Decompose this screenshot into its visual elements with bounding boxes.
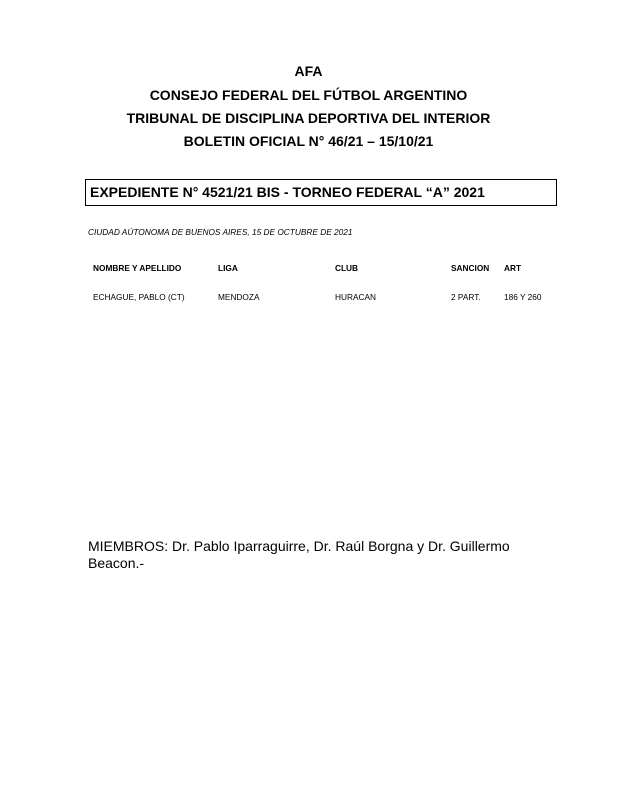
table-cell-sancion: 2 PART. xyxy=(451,292,481,302)
table-header-sancion: SANCION xyxy=(451,263,490,273)
header-bulletin: BOLETIN OFICIAL N° 46/21 – 15/10/21 xyxy=(183,133,434,149)
table-header-art: ART xyxy=(504,263,522,273)
header-org: AFA xyxy=(294,63,323,79)
table-cell-art: 186 Y 260 xyxy=(504,292,542,302)
header-tribunal: TRIBUNAL DE DISCIPLINA DEPORTIVA DEL INTERIOR xyxy=(126,110,491,126)
table-header-club: CLUB xyxy=(335,263,359,273)
table-cell-club: HURACAN xyxy=(335,292,377,302)
header-council: CONSEJO FEDERAL DEL FÚTBOL ARGENTINO xyxy=(149,87,468,103)
table-cell-name: ECHAGUE, PABLO (CT) xyxy=(93,292,185,302)
table-header-liga: LIGA xyxy=(218,263,238,273)
expediente-title: EXPEDIENTE N° 4521/21 BIS - TORNEO FEDERAL “A” 2021 xyxy=(90,184,485,200)
expediente-box xyxy=(85,179,557,206)
table-cell-liga: MENDOZA xyxy=(218,292,260,302)
members-paragraph: MIEMBROS: Dr. Pablo Iparraguirre, Dr. Raúl Borgna y Dr. Guillermo Beacon.- xyxy=(88,538,510,571)
table-header-name: NOMBRE Y APELLIDO xyxy=(93,263,182,273)
date-line: CIUDAD AÚTONOMA DE BUENOS AIRES, 15 DE OCTUBRE DE 2021 xyxy=(88,227,353,237)
